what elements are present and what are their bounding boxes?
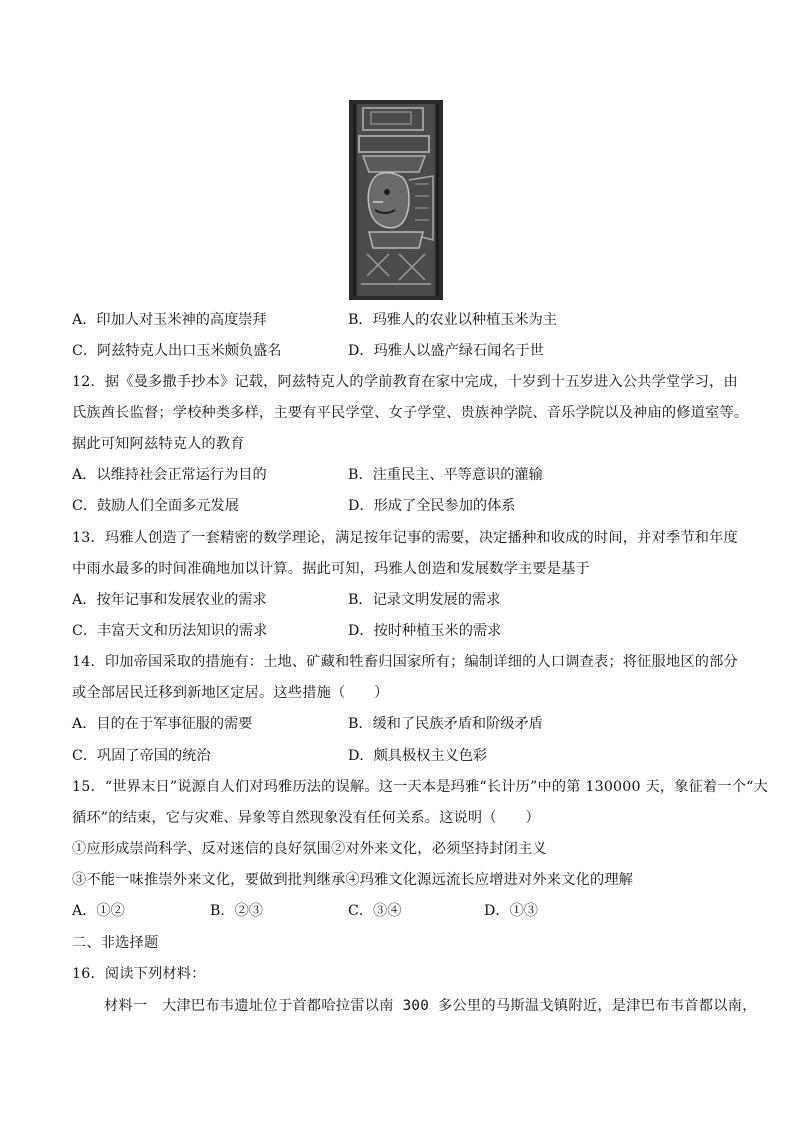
section-heading: 二、非选择题 [72, 935, 159, 951]
q15-option-d: D．①③ [484, 903, 538, 919]
q15-statement-line-1: ①应形成崇尚科学、反对迷信的良好氛围②对外来文化，必须坚持封闭主义 [72, 841, 547, 857]
q13-option-b: B．记录文明发展的需求 [348, 592, 501, 608]
q15-option-c: C．③④ [348, 903, 402, 919]
q16-stem: 16．阅读下列材料： [72, 966, 206, 982]
q15-stem-line-1: 15．“世界末日”说源自人们对玛雅历法的误解。这一天本是玛雅“长计历”中的第 130000 天，象征着一个“大 [72, 779, 768, 795]
q13-option-c: C．丰富天文和历法知识的需求 [72, 623, 268, 639]
q14-option-d: D．颇具极权主义色彩 [348, 748, 488, 764]
q15-option-a: A．①② [72, 903, 125, 919]
q13-option-a: A．按年记事和发展农业的需求 [72, 592, 267, 608]
q13-stem-line-1: 13．玛雅人创造了一套精密的数学理论，满足按年记事的需要，决定播种和收成的时间，并对季节和年度 [72, 530, 738, 546]
q16-material-1: 材料一 大津巴布韦遗址位于首都哈拉雷以南 300 多公里的马斯温戈镇附近，是津巴布韦首都以南， [104, 998, 757, 1014]
q12-option-d: D．形成了全民参加的体系 [348, 498, 516, 514]
q11-option-c: C．阿兹特克人出口玉米颇负盛名 [72, 343, 282, 359]
q11-option-b: B．玛雅人的农业以种植玉米为主 [348, 312, 558, 328]
q13-stem-line-2: 中雨水最多的时间准确地加以计算。据此可知，玛雅人创造和发展数学主要是基于 [72, 561, 590, 577]
q15-statement-line-2: ③不能一味推崇外来文化，要做到批判继承④玛雅文化源远流长应增进对外来文化的理解 [72, 872, 634, 888]
q12-stem-line-2: 氏族酋长监督；学校种类多样，主要有平民学堂、女子学堂、贵族神学院、音乐学院以及神庙的修道室等。 [72, 405, 749, 421]
carved-figure-graphic [349, 100, 443, 300]
q14-option-a: A．目的在于军事征服的需要 [72, 716, 253, 732]
maya-stele-image [349, 100, 443, 300]
q12-option-a: A．以维持社会正常运行为目的 [72, 467, 267, 483]
q14-stem-line-2: 或全部居民迁移到新地区定居。这些措施（ ） [72, 685, 389, 701]
q12-stem-line-1: 12．据《曼多撒手抄本》记载，阿兹特克人的学前教育在家中完成，十岁到十五岁进入公共学堂学习，由 [72, 374, 738, 390]
q14-option-c: C．巩固了帝国的统治 [72, 748, 211, 764]
q12-option-c: C．鼓励人们全面多元发展 [72, 498, 239, 514]
q11-option-d: D．玛雅人以盛产绿石闻名于世 [348, 343, 544, 359]
q13-option-d: D．按时种植玉米的需求 [348, 623, 502, 639]
q14-option-b: B．缓和了民族矛盾和阶级矛盾 [348, 716, 543, 732]
q12-option-b: B．注重民主、平等意识的灌输 [348, 467, 543, 483]
q11-option-a: A．印加人对玉米神的高度崇拜 [72, 312, 267, 328]
q14-stem-line-1: 14．印加帝国采取的措施有：土地、矿藏和牲畜归国家所有；编制详细的人口调查表；将征服地区的部分 [72, 654, 738, 670]
q15-stem-line-2: 循环”的结束，它与灾难、异象等自然现象没有任何关系。这说明（ ） [72, 810, 540, 826]
q12-stem-line-3: 据此可知阿兹特克人的教育 [72, 436, 245, 452]
q15-option-b: B．②③ [210, 903, 263, 919]
